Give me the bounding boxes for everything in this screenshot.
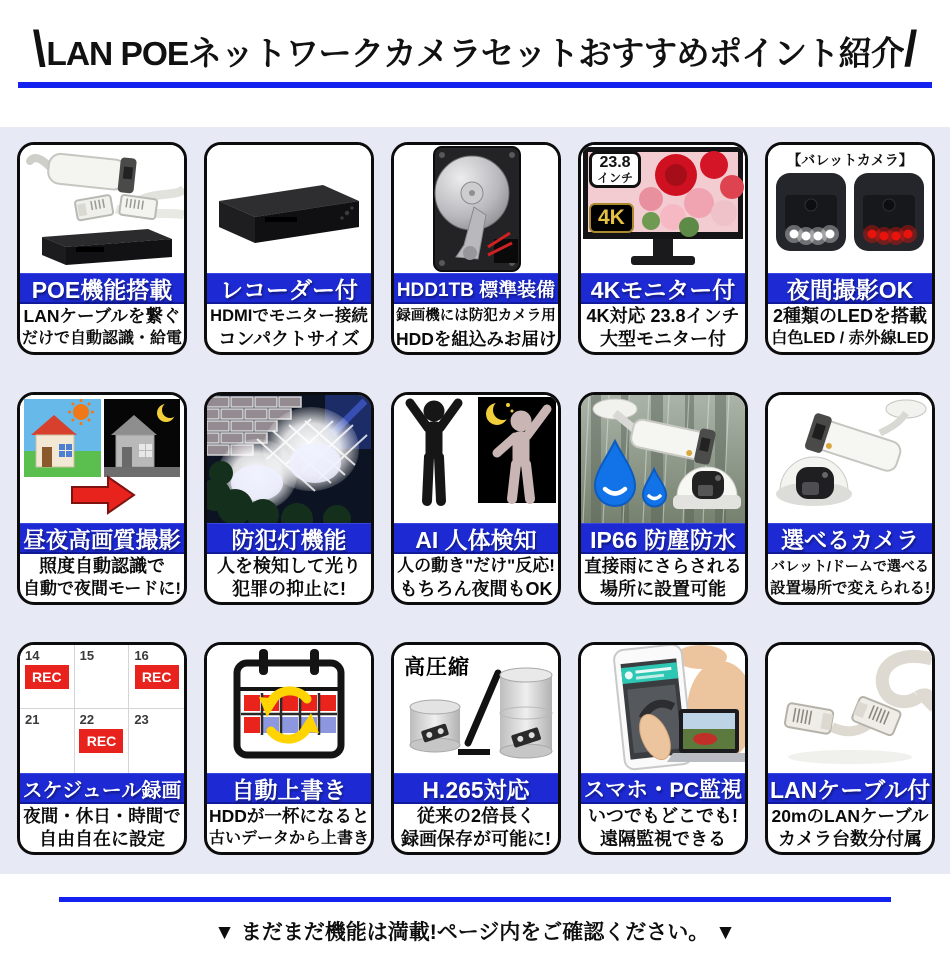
card-desc-line1: バレット/ドームで選べる [771,558,929,574]
card-description [581,804,745,853]
feature-card-ip66 [578,392,748,605]
card-description [581,304,745,353]
monitor-size-badge [589,151,641,188]
card-title-banner [20,273,184,304]
card-description [207,554,371,603]
overwrite-calendar-icon [207,645,371,773]
card-image-hdd [394,145,558,273]
card-title-banner [581,273,745,304]
card-image-ai-detect [394,395,558,523]
calendar-cell [129,645,184,709]
card-title-banner [20,523,184,554]
title-slash-decoration: / [904,21,918,78]
bullet-dome-cameras-icon [768,395,932,523]
hdd-icon [394,145,558,273]
card-title: POE機能搭載 [31,277,173,303]
feature-card-remote-view [578,642,748,855]
day-night-houses-icon [20,395,184,523]
card-desc-line1: 夜間・休日・時間で [23,806,181,826]
card-image-lan-cable [768,645,932,773]
smartphone-pc-icon [581,645,745,773]
card-title: AI 人体検知 [415,527,537,553]
card-title-banner [768,273,932,304]
lan-cable-icon [768,645,932,773]
card-desc-line1: HDDが一杯になると [209,806,369,826]
schedule-calendar-icon [20,645,184,773]
card-desc-line2: 犯罪の抑止に! [232,579,346,599]
monitor-size-unit: インチ [597,170,634,185]
card-title-banner [20,773,184,804]
card-image-poe [20,145,184,273]
calendar-cell [20,709,75,773]
calendar-cell [75,709,130,773]
card-desc-line2: 設置場所で変えられる! [770,580,930,597]
monitor-4k-badge: 4K [589,203,634,233]
card-desc-line1: いつでもどこでも! [588,806,738,826]
card-image-remote-view [581,645,745,773]
card-title: 防犯灯機能 [231,527,347,553]
card-desc-line1: 人を検知して光り [217,556,361,576]
card-description [394,304,558,353]
card-image-security-light [207,395,371,523]
card-title-banner [207,273,371,304]
card-desc-line2: 場所に設置可能 [600,579,726,599]
calendar-cell [129,709,184,773]
card-desc-line1: 照度自動認識で [39,556,165,576]
title-wrap [46,26,904,75]
card-image-h265 [394,645,558,773]
card-image-monitor [581,145,745,273]
card-title: 選べるカメラ [781,527,919,553]
bullet-camera-label: 【バレットカメラ】 [787,152,913,168]
card-title: スマホ・PC監視 [583,778,743,802]
card-title-banner [581,773,745,804]
footer [0,874,950,965]
title-backslash-decoration: \ [32,21,46,78]
card-description [207,304,371,353]
card-desc-line1: 人の動き"だけ"反応! [397,556,555,575]
calendar-cell [75,645,130,709]
card-title-banner [207,523,371,554]
card-title-banner [394,273,558,304]
rec-badge: REC [135,665,179,689]
card-image-schedule [20,645,184,773]
calendar-day: 14 [25,648,40,663]
card-title: 自動上書き [231,777,347,803]
card-desc-line2: コンパクトサイズ [218,329,360,349]
card-title: スケジュール録画 [22,780,182,802]
card-image-overwrite [207,645,371,773]
card-image-choose-camera [768,395,932,523]
card-title-banner [768,523,932,554]
feature-card-lan-cable [765,642,935,855]
card-description [768,554,932,603]
bullet-camera-recorder-icon [20,145,184,273]
monitor-size-value: 23.8 [599,154,631,171]
card-description [20,804,184,853]
feature-card-monitor [578,142,748,355]
card-title: LANケーブル付 [770,777,931,803]
title-row [0,22,950,78]
feature-card-day-night [17,392,187,605]
card-image-ip66 [581,395,745,523]
feature-grid [0,127,950,874]
header [0,0,950,127]
human-detect-icon [394,395,558,523]
card-title: H.265対応 [422,777,530,803]
card-desc-line2: 大型モニター付 [600,329,726,349]
card-desc-line1: 録画機には防犯カメラ用 [396,308,556,324]
card-desc-line1: 20mのLANケーブル [771,806,929,826]
feature-card-recorder [204,142,374,355]
feature-card-choose-camera [765,392,935,605]
card-image-recorder [207,145,371,273]
feature-card-night-shooting [765,142,935,355]
card-desc-line1: 2種類のLEDを搭載 [772,306,927,326]
feature-card-overwrite [204,642,374,855]
card-desc-line1: 4K対応 23.8インチ [586,306,740,326]
feature-card-security-light [204,392,374,605]
card-desc-line1: LANケーブルを繋ぐ [23,306,181,326]
card-description [581,554,745,603]
card-desc-line2: 遠隔監視できる [600,829,726,849]
card-description [768,304,932,353]
card-title-banner [394,523,558,554]
card-title-banner [581,523,745,554]
card-desc-line2: HDDを組込みお届け [396,329,556,349]
calendar-day: 16 [134,648,149,663]
footer-rule [59,897,891,902]
card-desc-line1: 直接雨にさらされる [584,556,742,576]
card-description [394,554,558,603]
card-description [207,804,371,853]
card-desc-line2: 白色LED / 赤外線LED [771,330,929,347]
card-title: 4Kモニター付 [590,277,736,303]
card-title: IP66 防塵防水 [590,527,736,553]
calendar-cell [20,645,75,709]
card-title-banner [207,773,371,804]
rec-badge: REC [25,665,69,689]
feature-card-hdd [391,142,561,355]
title-underline-rule [18,82,932,88]
card-desc-line2: もちろん夜間もOK [399,579,553,599]
card-desc-line1: HDMIでモニター接続 [210,307,368,325]
card-title-banner [768,773,932,804]
calendar-day: 22 [79,712,95,727]
recorder-icon [207,145,371,273]
card-title: レコーダー付 [220,277,358,303]
footer-message: ▼ まだまだ機能は満載!ページ内をご確認ください。 ▼ [214,921,736,944]
feature-card-ai-detect [391,392,561,605]
calendar-day: 15 [79,648,95,663]
feature-card-h265 [391,642,561,855]
card-description [394,804,558,853]
feature-card-poe [17,142,187,355]
page-title: LAN POEネットワークカメラセットおすすめポイント紹介 [46,35,904,73]
security-light-icon [207,395,371,523]
card-title: 夜間撮影OK [786,277,914,303]
high-compression-label: 高圧縮 [404,656,470,679]
feature-card-schedule [17,642,187,855]
calendar-day: 21 [25,712,40,727]
card-desc-line2: 録画保存が可能に! [401,829,551,849]
card-title: 昼夜高画質撮影 [23,527,181,553]
card-desc-line1: 従来の2倍長く [416,806,535,826]
card-image-day-night [20,395,184,523]
calendar-day: 23 [134,712,149,727]
card-image-night-shooting [768,145,932,273]
card-description [768,804,932,853]
card-desc-line2: だけで自動認識・給電 [22,330,182,347]
card-title: HDD1TB 標準装備 [396,280,556,301]
rec-badge: REC [79,729,123,753]
card-desc-line2: 自動で夜間モードに! [23,579,181,598]
card-description [20,304,184,353]
card-desc-line2: 自由自在に設定 [39,829,165,849]
card-title-banner [394,773,558,804]
card-desc-line2: 古いデータから上書き [209,830,369,847]
rainproof-camera-icon [581,395,745,523]
card-description [20,554,184,603]
card-desc-line2: カメラ台数分付属 [778,829,922,849]
